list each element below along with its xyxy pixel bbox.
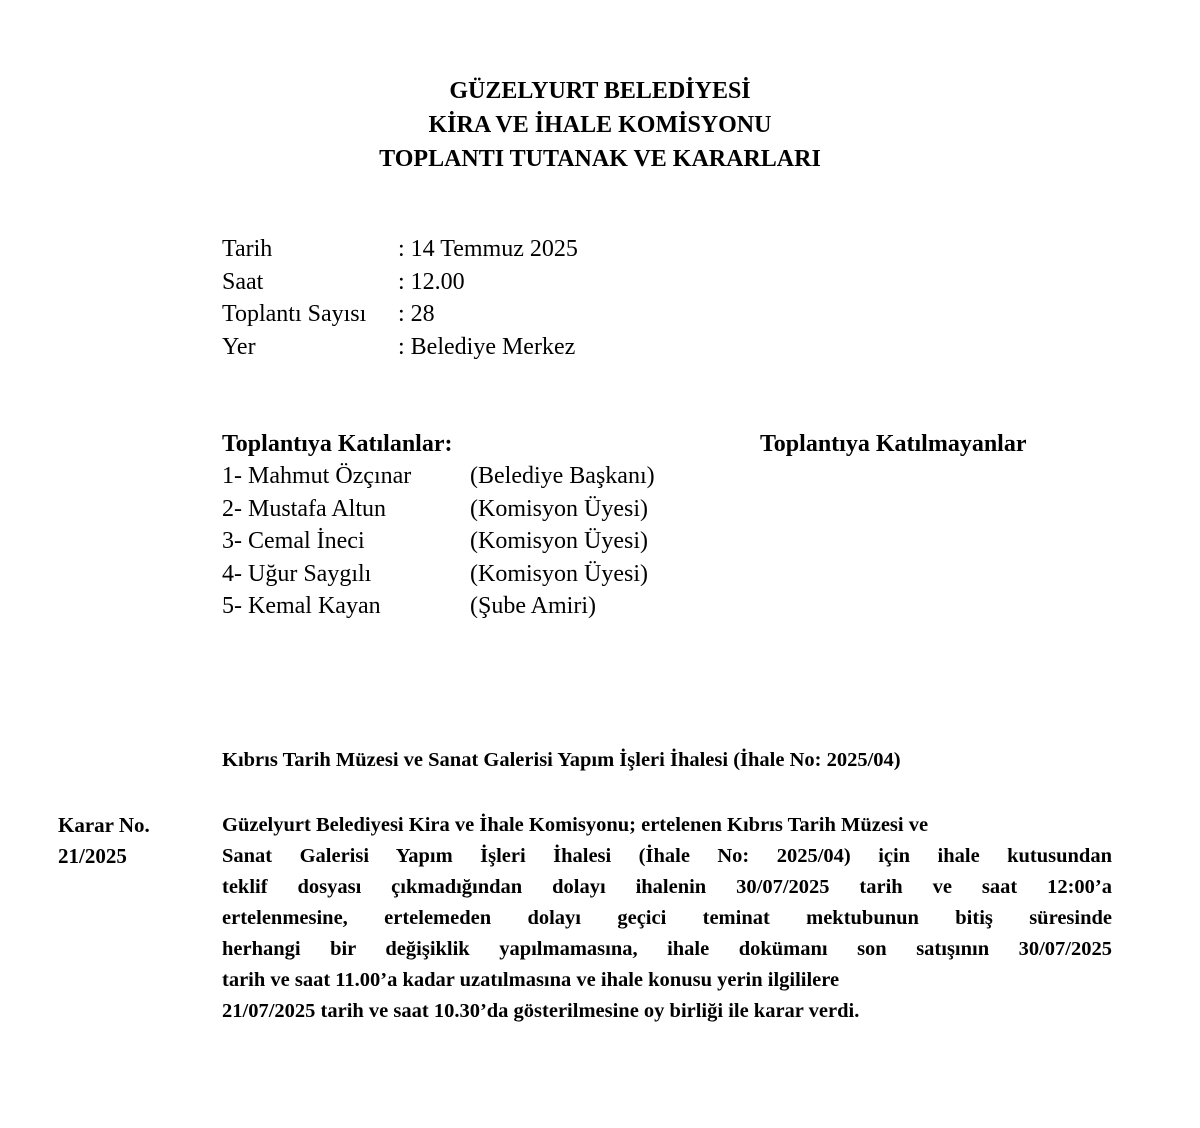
attendee-role: (Komisyon Üyesi) bbox=[470, 495, 648, 522]
decision-line: teklif dosyası çıkmadığından dolayı ihalenin 30/07/2025 tarih ve saat 12:00’a bbox=[222, 876, 1112, 898]
decision-line: tarih ve saat 11.00’a kadar uzatılmasına ve ihale konusu yerin ilgililere bbox=[222, 969, 840, 991]
decision-id: 21/2025 bbox=[58, 844, 127, 868]
info-label: Toplantı Sayısı bbox=[222, 301, 367, 327]
header-title: TOPLANTI TUTANAK VE KARARLARI bbox=[379, 146, 821, 172]
decision-label: Karar No. bbox=[58, 813, 150, 837]
attendees-title: Toplantıya Katılanlar: bbox=[222, 431, 453, 457]
attendee-name: 4- Uğur Saygılı bbox=[222, 560, 372, 587]
attendee-row bbox=[222, 590, 655, 623]
attendees-list bbox=[222, 460, 655, 623]
decision-number bbox=[58, 810, 150, 872]
info-label: Tarih bbox=[222, 236, 273, 262]
attendee-name: 5- Kemal Kayan bbox=[222, 593, 381, 619]
attendee-row bbox=[222, 525, 655, 558]
attendee-role: (Belediye Başkanı) bbox=[470, 463, 655, 489]
attendee-row bbox=[222, 493, 655, 526]
header-municipality: GÜZELYURT BELEDİYESİ bbox=[449, 78, 751, 104]
decision-line: Güzelyurt Belediyesi Kira ve İhale Komisyonu; ertelenen Kıbrıs Tarih Müzesi ve bbox=[222, 814, 929, 836]
absentees-title: Toplantıya Katılmayanlar bbox=[760, 431, 1027, 457]
tender-subject: Kıbrıs Tarih Müzesi ve Sanat Galerisi Yapım İşleri İhalesi (İhale No: 2025/04) bbox=[222, 749, 901, 771]
attendee-name: 1- Mahmut Özçınar bbox=[222, 463, 412, 489]
decision-line: herhangi bir değişiklik yapılmamasına, ihale dokümanı son satışının 30/07/2025 bbox=[222, 938, 1112, 960]
attendee-role: (Komisyon Üyesi) bbox=[470, 528, 648, 554]
decision-text bbox=[222, 810, 1112, 1027]
attendee-row bbox=[222, 558, 655, 591]
info-value: : 12.00 bbox=[398, 268, 465, 295]
attendee-role: (Komisyon Üyesi) bbox=[470, 560, 648, 587]
info-value: : Belediye Merkez bbox=[398, 333, 576, 360]
meeting-info-row bbox=[222, 298, 578, 331]
info-label: Saat bbox=[222, 268, 264, 295]
meeting-info bbox=[222, 233, 578, 363]
decision-line: Sanat Galerisi Yapım İşleri İhalesi (İhale No: 2025/04) için ihale kutusundan bbox=[222, 845, 1112, 867]
decision-line: 21/07/2025 tarih ve saat 10.30’da gösterilmesine oy birliği ile karar verdi. bbox=[222, 1000, 860, 1022]
info-value: : 28 bbox=[398, 301, 435, 327]
meeting-info-row bbox=[222, 266, 578, 299]
meeting-info-row bbox=[222, 331, 578, 364]
info-label: Yer bbox=[222, 333, 256, 360]
document-header bbox=[0, 74, 1200, 176]
attendee-name: 3- Cemal İneci bbox=[222, 528, 365, 554]
attendee-role: (Şube Amiri) bbox=[470, 593, 596, 619]
info-value: : 14 Temmuz 2025 bbox=[398, 236, 578, 262]
attendee-name: 2- Mustafa Altun bbox=[222, 495, 386, 522]
decision-line: ertelenmesine, ertelemeden dolayı geçici teminat mektubunun bitiş süresinde bbox=[222, 907, 1112, 929]
meeting-info-row bbox=[222, 233, 578, 266]
header-commission: KİRA VE İHALE KOMİSYONU bbox=[428, 112, 772, 138]
attendee-row bbox=[222, 460, 655, 493]
